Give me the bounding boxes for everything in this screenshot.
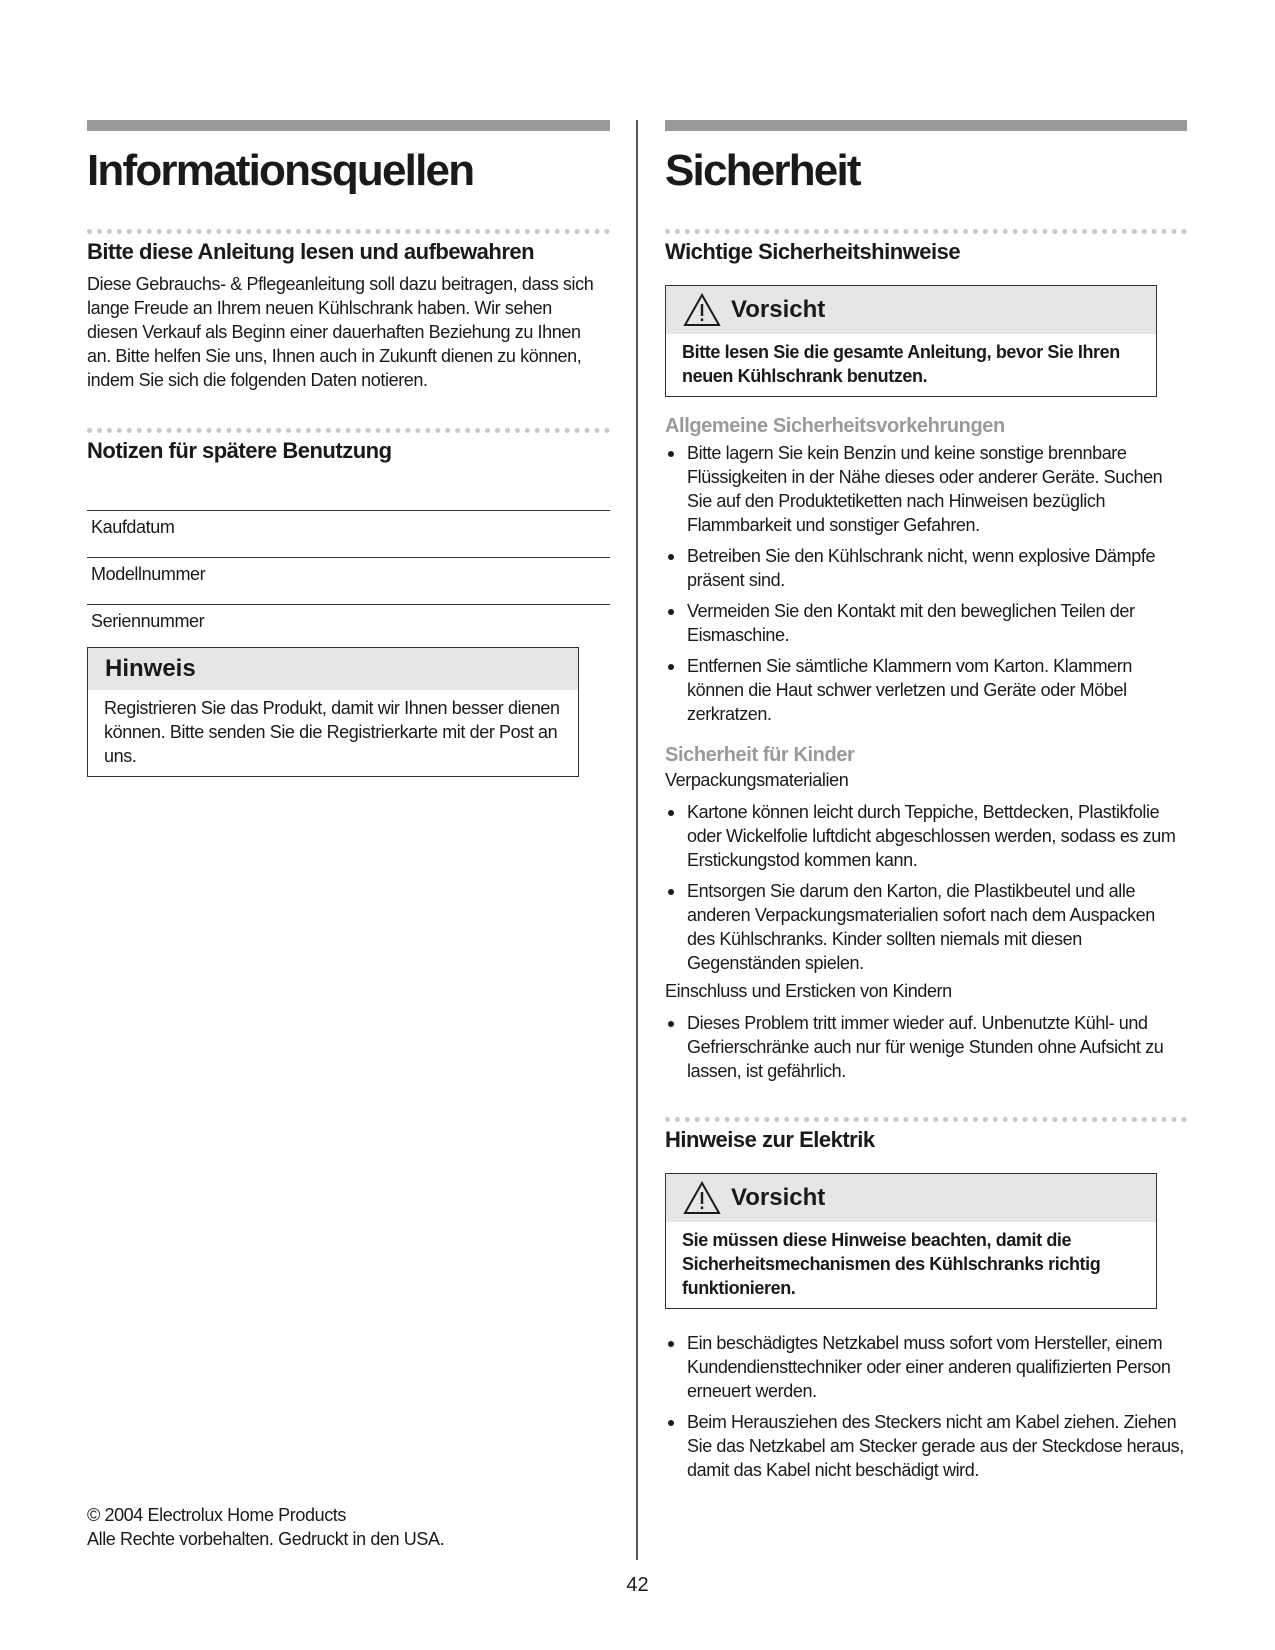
- warning-icon: [683, 1181, 721, 1215]
- column-divider: [636, 120, 638, 1560]
- intro-paragraph: Diese Gebrauchs- & Pflegeanleitung soll dazu beitragen, dass sich lange Freude an Ihrem neuen Kühlschrank haben. Wir sehen diesen Verkauf als Beginn einer dauerhaften Beziehung zu Ihnen an. Bitte helfen Sie uns, Ihnen auch in Zukunft dienen zu können, indem Sie sich die folgenden Daten notieren.: [87, 274, 594, 390]
- section-heading-safety: Wichtige Sicherheitshinweise: [665, 239, 961, 264]
- entrapment-list: [665, 1011, 1187, 1083]
- warning-icon: [683, 293, 721, 327]
- section-divider: [665, 229, 1187, 234]
- section-divider: [665, 1117, 1187, 1122]
- notes-fields: [87, 510, 610, 633]
- list-item: Entfernen Sie sämtliche Klammern vom Karton. Klammern können die Haut schwer verletzen und Geräte oder Möbel zerkratzen.: [665, 654, 1187, 726]
- page-title-right: Sicherheit: [665, 146, 860, 195]
- section-divider: [87, 428, 610, 433]
- note-box: [87, 647, 579, 777]
- title-bar: [665, 120, 1187, 131]
- copyright-footer: [87, 1503, 444, 1551]
- list-item: Beim Herausziehen des Steckers nicht am Kabel ziehen. Ziehen Sie das Netzkabel am Stecker gerade aus der Steckdose heraus, damit das Kabel nicht beschädigt wird.: [665, 1410, 1187, 1482]
- list-item: Bitte lagern Sie kein Benzin und keine sonstige brennbare Flüssigkeiten in der Nähe dieses oder anderer Geräte. Suchen Sie auf den Produktetiketten nach Hinweisen bezüglich Flammbarkeit und sonstiger Gefahren.: [665, 441, 1187, 537]
- model-number-label: Modellnummer: [91, 564, 206, 584]
- general-safety-heading: Allgemeine Sicherheitsvorkehrungen: [665, 415, 1005, 437]
- list-item: Ein beschädigtes Netzkabel muss sofort vom Hersteller, einem Kundendiensttechniker oder einer anderen qualifizierten Person erneuert werden.: [665, 1331, 1187, 1403]
- caution-box-heading: [666, 286, 1156, 334]
- list-item: Kartone können leicht durch Teppiche, Bettdecken, Plastikfolie oder Wickelfolie luftdicht abgeschlossen werden, sodass es zum Erstickungstod kommen kann.: [665, 800, 1187, 872]
- child-safety-heading: Sicherheit für Kinder: [665, 744, 855, 766]
- page-title-left: Informationsquellen: [87, 146, 474, 195]
- purchase-date-label: Kaufdatum: [91, 517, 175, 537]
- caution-label: Vorsicht: [731, 1184, 826, 1211]
- section-divider: [87, 229, 610, 234]
- electrical-list: [665, 1331, 1187, 1482]
- serial-number-label: Seriennummer: [91, 611, 205, 631]
- section-heading-electrical: Hinweise zur Elektrik: [665, 1127, 875, 1152]
- note-box-heading: Hinweis: [88, 648, 578, 690]
- caution-box-electrical: [665, 1173, 1157, 1309]
- entrapment-label: Einschluss und Ersticken von Kindern: [665, 981, 952, 1001]
- rights-line: Alle Rechte vorbehalten. Gedruckt in den USA.: [87, 1529, 445, 1549]
- title-bar: [87, 120, 610, 131]
- list-item: Dieses Problem tritt immer wieder auf. Unbenutzte Kühl- und Gefrierschränke auch nur für wenige Stunden ohne Aufsicht zu lassen, ist gefährlich.: [665, 1011, 1187, 1083]
- list-item: Betreiben Sie den Kühlschrank nicht, wenn explosive Dämpfe präsent sind.: [665, 544, 1187, 592]
- right-column: [665, 120, 1187, 1560]
- section-heading-notes: Notizen für spätere Benutzung: [87, 438, 392, 463]
- packaging-list: [665, 800, 1187, 975]
- copyright-line: © 2004 Electrolux Home Products: [87, 1505, 346, 1525]
- section-heading-read-manual: Bitte diese Anleitung lesen und aufbewahren: [87, 239, 535, 264]
- list-item: Vermeiden Sie den Kontakt mit den beweglichen Teilen der Eismaschine.: [665, 599, 1187, 647]
- packaging-label: Verpackungsmaterialien: [665, 770, 849, 790]
- caution-box-read: [665, 285, 1157, 397]
- list-item: Entsorgen Sie darum den Karton, die Plastikbeutel und alle anderen Verpackungsmaterialien sofort nach dem Auspacken des Kühlschranks. Kinder sollten niemals mit diesen Gegenständen spielen.: [665, 879, 1187, 975]
- left-column: [87, 120, 610, 1560]
- general-safety-list: [665, 441, 1187, 726]
- caution-text: Bitte lesen Sie die gesamte Anleitung, bevor Sie Ihren neuen Kühlschrank benutzen.: [682, 342, 1120, 386]
- caution-box-heading: [666, 1174, 1156, 1222]
- caution-label: Vorsicht: [731, 296, 826, 323]
- caution-text: Sie müssen diese Hinweise beachten, damit die Sicherheitsmechanismen des Kühlschranks richtig funktionieren.: [682, 1230, 1101, 1298]
- note-box-text: Registrieren Sie das Produkt, damit wir Ihnen besser dienen können. Bitte senden Sie die Registrierkarte mit der Post an uns.: [104, 698, 560, 766]
- page-number: 42: [626, 1574, 649, 1596]
